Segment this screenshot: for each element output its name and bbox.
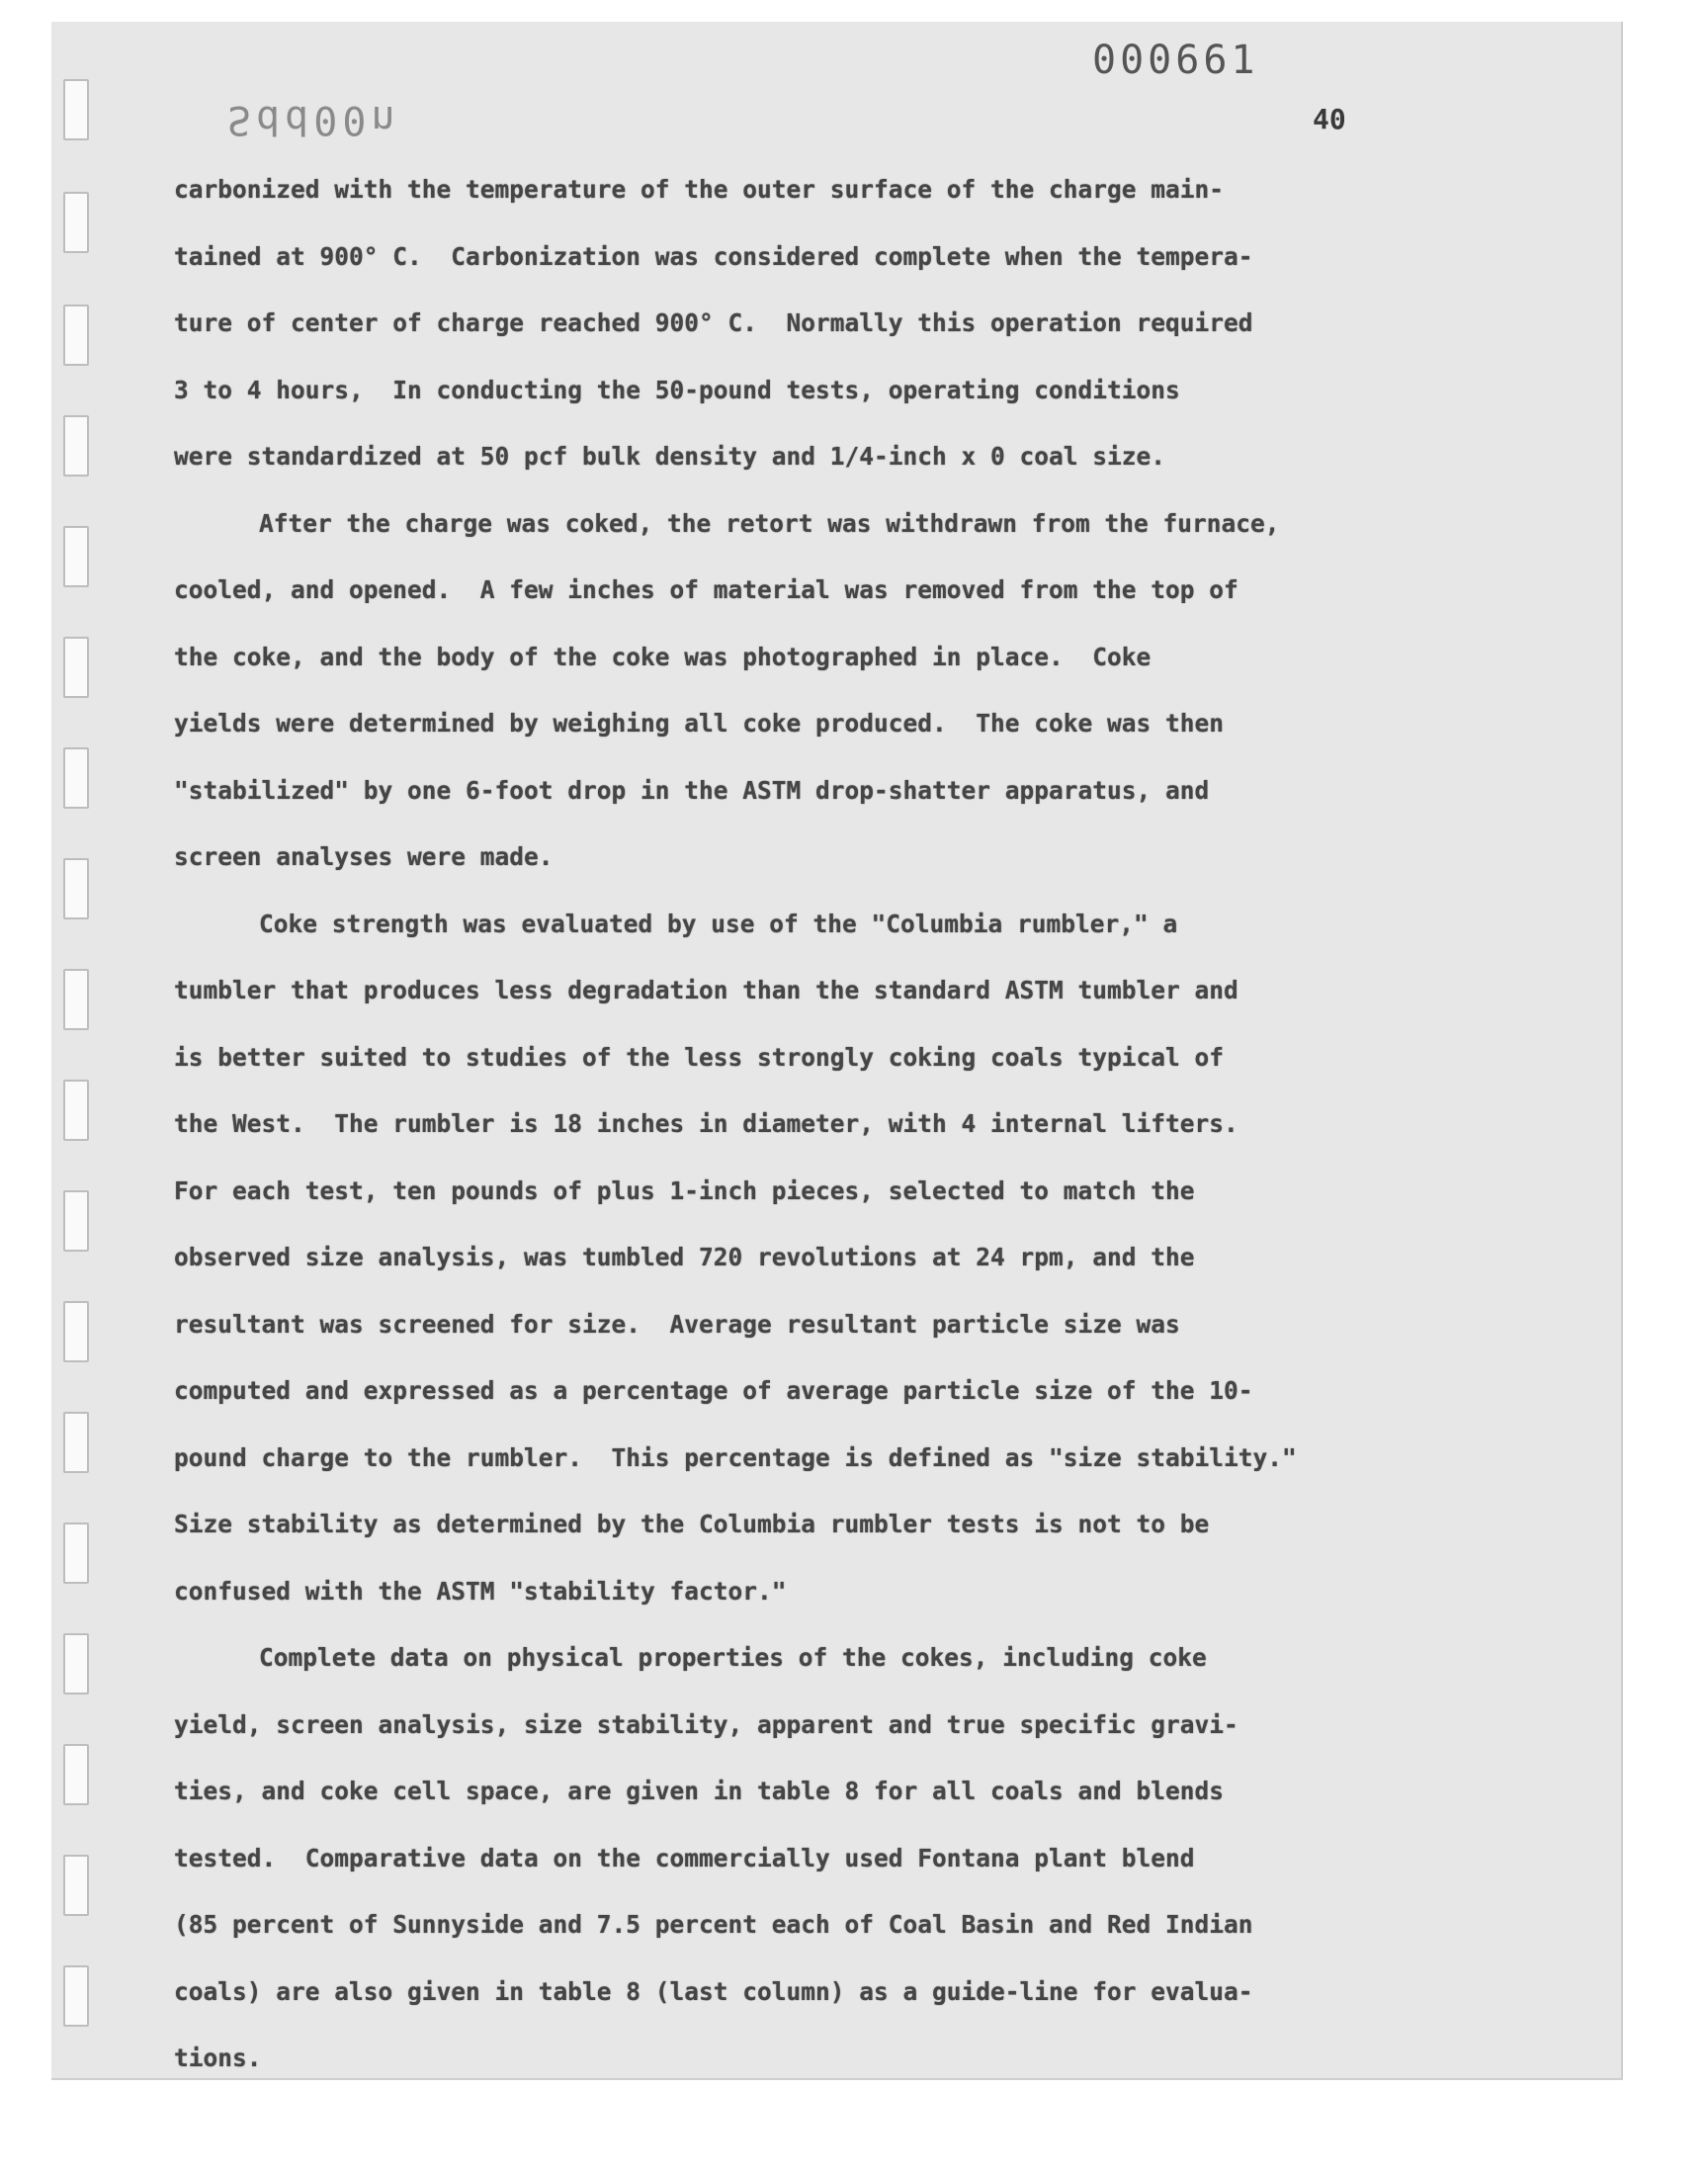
text-line: resultant was screened for size. Average resultant particle size was (174, 1309, 1180, 1339)
tractor-feed-hole (63, 969, 89, 1030)
tractor-feed-hole (63, 1301, 89, 1362)
paragraph (174, 156, 1518, 490)
tractor-feed-hole (63, 1855, 89, 1916)
text-line: Size stability as determined by the Columbia rumbler tests is not to be (174, 1510, 1210, 1538)
text-line: computed and expressed as a percentage of average particle size of the 10- (174, 1376, 1253, 1405)
paragraph (174, 891, 1518, 1625)
text-line: observed size analysis, was tumbled 720 revolutions at 24 rpm, and the (174, 1243, 1195, 1271)
text-line: tumbler that produces less degradation than the standard ASTM tumbler and (174, 976, 1238, 1004)
body-text (174, 156, 1518, 2092)
tractor-feed-hole (63, 79, 89, 140)
stamped-number: Sdd00n (227, 97, 400, 142)
text-line: the West. The rumbler is 18 inches in diameter, with 4 internal lifters. (174, 1109, 1238, 1138)
tractor-feed-hole (63, 192, 89, 253)
text-line: tions. (174, 2044, 262, 2072)
tractor-feed-hole (63, 637, 89, 698)
tractor-feed-hole (63, 304, 89, 366)
tractor-feed-hole (63, 1744, 89, 1805)
text-line: confused with the ASTM "stability factor." (174, 1576, 787, 1606)
tractor-feed-hole (63, 1522, 89, 1584)
text-line: yields were determined by weighing all coke produced. The coke was then (174, 709, 1225, 738)
text-line: For each test, ten pounds of plus 1-inch pieces, selected to match the (174, 1175, 1195, 1205)
tractor-feed-hole (63, 1965, 89, 2027)
tractor-feed-hole (63, 415, 89, 477)
text-line: cooled, and opened. A few inches of material was removed from the top of (174, 575, 1238, 604)
text-line: ties, and coke cell space, are given in table 8 for all coals and blends (174, 1777, 1225, 1805)
tractor-feed-holes (63, 22, 103, 2078)
text-line: "stabilized" by one 6-foot drop in the ASTM drop-shatter apparatus, and (174, 775, 1210, 805)
tractor-feed-hole (63, 858, 89, 919)
tractor-feed-hole (63, 747, 89, 809)
text-line: were standardized at 50 pcf bulk density and 1/4-inch x 0 coal size. (174, 442, 1166, 471)
text-line: ture of center of charge reached 900° C. Normally this operation required (174, 308, 1253, 337)
document-number: 000661 (1092, 38, 1259, 83)
tractor-feed-hole (63, 1080, 89, 1141)
text-line: carbonized with the temperature of the outer surface of the charge main- (174, 175, 1225, 204)
tractor-feed-hole (63, 1190, 89, 1252)
text-line: pound charge to the rumbler. This percentage is defined as "size stability." (174, 1442, 1297, 1472)
text-line: (85 percent of Sunnyside and 7.5 percent each of Coal Basin and Red Indian (174, 1910, 1253, 1939)
tractor-feed-hole (63, 1633, 89, 1695)
text-line: Complete data on physical properties of the cokes, including coke (259, 1643, 1207, 1672)
paragraph (174, 490, 1518, 891)
text-line: tained at 900° C. Carbonization was considered complete when the tempera- (174, 241, 1253, 271)
text-line: tested. Comparative data on the commercially used Fontana plant blend (174, 1843, 1195, 1872)
paragraph (174, 1624, 1518, 2092)
tractor-feed-hole (63, 1412, 89, 1473)
page-number: 40 (1313, 103, 1346, 135)
text-line: screen analyses were made. (174, 842, 554, 871)
text-line: the coke, and the body of the coke was photographed in place. Coke (174, 642, 1152, 671)
text-line: Coke strength was evaluated by use of the "Columbia rumbler," a (259, 909, 1178, 938)
text-line: is better suited to studies of the less strongly coking coals typical of (174, 1042, 1225, 1072)
text-line: yield, screen analysis, size stability, apparent and true specific gravi- (174, 1709, 1238, 1739)
tractor-feed-hole (63, 526, 89, 587)
text-line: coals) are also given in table 8 (last column) as a guide-line for evalua- (174, 1976, 1253, 2006)
text-line: 3 to 4 hours, In conducting the 50-pound tests, operating conditions (174, 375, 1180, 404)
text-line: After the charge was coked, the retort was withdrawn from the furnace, (259, 508, 1280, 538)
